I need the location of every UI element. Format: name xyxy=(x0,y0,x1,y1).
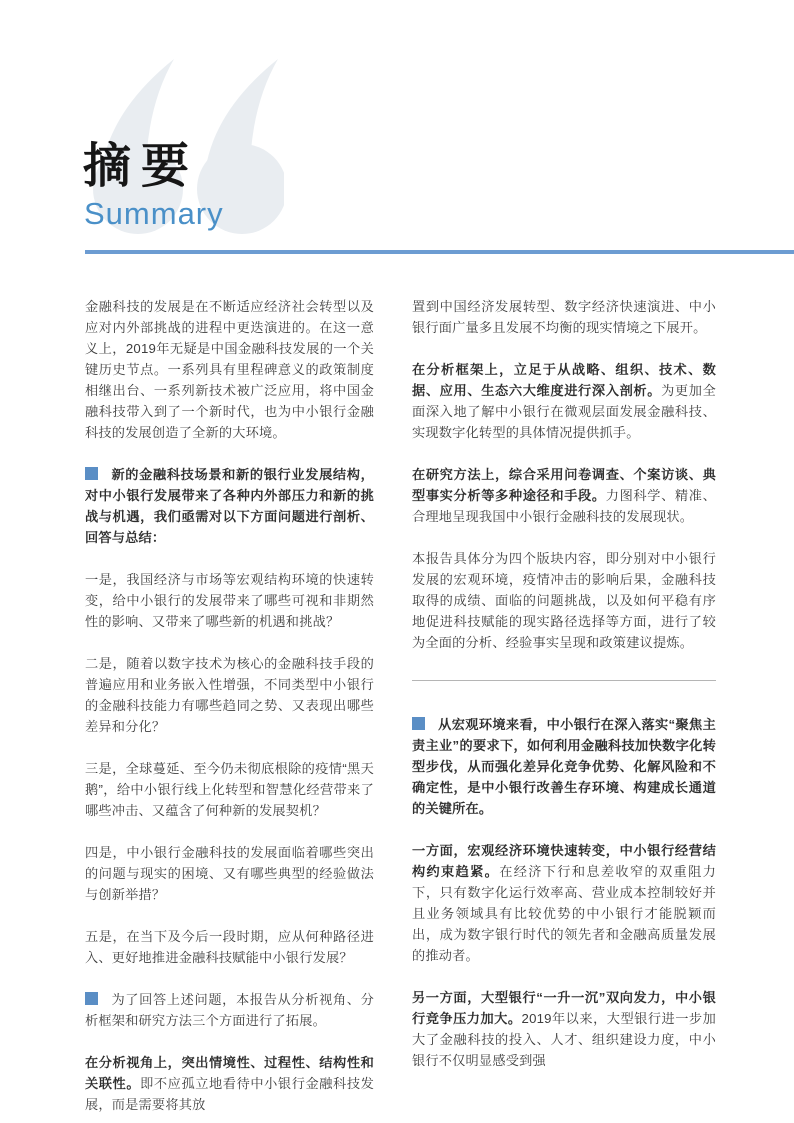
paragraph: 四是，中小银行金融科技的发展面临着哪些突出的问题与现实的困境、又有哪些典型的经验做法与创新举措？ xyxy=(85,845,374,902)
paragraph-lead-bold: 从宏观环境来看，中小银行在深入落实“聚焦主责主业”的要求下，如何利用金融科技加快数字化转型步伐，从而强化差异化竞争优势、化解风险和不确定性，是中小银行改善生存环境、构建成长通道的关键所在。 xyxy=(412,717,716,816)
paragraph: 一方面，宏观经济环境快速转变，中小银行经营结构约束趋紧。在经济下行和息差收窄的双重阻力下，只有数字化运行效率高、营业成本控制较好并且业务领域具有比较优势的中小银行才能脱颖而出，成为数字银行时代的领先者和金融高质量发展的推动者。 xyxy=(412,843,717,963)
paragraph xyxy=(85,464,374,548)
paragraph: 在分析框架上，立足于从战略、组织、技术、数据、应用、生态六大维度进行深入剖析。为更加全面深入地了解中小银行在微观层面发展金融科技、实现数字化转型的具体情况提供抓手。 xyxy=(412,362,716,440)
paragraph xyxy=(412,714,716,819)
paragraph: 置到中国经济发展转型、数字经济快速演进、中小银行面广量多且发展不均衡的现实情境之下展开。 xyxy=(412,299,716,335)
paragraph: 一是，我国经济与市场等宏观结构环境的快速转变，给中小银行的发展带来了哪些可视和非期然性的影响、又带来了哪些新的机遇和挑战？ xyxy=(85,572,374,629)
paragraph: 五是，在当下及今后一段时期，应从何种路径进入、更好地推进金融科技赋能中小银行发展？ xyxy=(85,929,374,965)
page-subtitle: Summary xyxy=(84,196,224,231)
blue-square-bullet-icon xyxy=(85,992,98,1005)
blue-square-bullet-icon xyxy=(412,717,425,730)
paragraph: 三是，全球蔓延、至今仍未彻底根除的疫情“黑天鹅”，给中小银行线上化转型和智慧化经营带来了哪些冲击、又蕴含了何种新的发展契机？ xyxy=(85,761,374,818)
paragraph-lead-bold: 在研究方法上，综合采用问卷调查、个案访谈、典型事实分析等多种途径和手段。 xyxy=(412,467,716,503)
paragraph: 在研究方法上，综合采用问卷调查、个案访谈、典型事实分析等多种途径和手段。力图科学、精准、合理地呈现我国中小银行金融科技的发展现状。 xyxy=(412,467,716,524)
right-column xyxy=(412,296,716,1123)
paragraph: 二是，随着以数字技术为核心的金融科技手段的普遍应用和业务嵌入性增强，不同类型中小银行的金融科技能力有哪些趋同之势、又表现出哪些差异和分化？ xyxy=(85,656,374,734)
paragraph: 为了回答上述问题，本报告从分析视角、分析框架和研究方法三个方面进行了拓展。 xyxy=(85,992,374,1028)
paragraph: 在分析视角上，突出情境性、过程性、结构性和关联性。即不应孤立地看待中小银行金融科技发展，而是需要将其放 xyxy=(85,1055,374,1112)
paragraph-lead-bold: 在分析视角上，突出情境性、过程性、结构性和关联性。 xyxy=(85,1055,374,1091)
left-column xyxy=(85,296,374,1123)
paragraph-lead-bold: 新的金融科技场景和新的银行业发展结构，对中小银行发展带来了各种内外部压力和新的挑战与机遇，我们亟需对以下方面问题进行剖析、回答与总结： xyxy=(85,467,374,545)
blue-square-bullet-icon xyxy=(85,467,98,480)
summary-content xyxy=(85,296,716,1123)
paragraph: 本报告具体分为四个版块内容，即分别对中小银行发展的宏观环境，疫情冲击的影响后果，金融科技取得的成绩、面临的问题挑战，以及如何平稳有序地促进科技赋能的现实路径选择等方面，进行了较为全面的分析、经验事实呈现和政策建议提炼。 xyxy=(412,551,716,650)
paragraph-lead-bold: 另一方面，大型银行“一升一沉”双向发力，中小银行竞争压力加大。 xyxy=(412,990,716,1026)
paragraph: 金融科技的发展是在不断适应经济社会转型以及应对内外部挑战的进程中更迭演进的。在这一意义上，2019年无疑是中国金融科技发展的一个关键历史节点。一系列具有里程碑意义的政策制度相继出台、一系列新技术被广泛应用，将中国金融科技带入到了一个新时代，也为中小银行金融科技的发展创造了全新的大环境。 xyxy=(85,299,374,440)
paragraph-lead-bold: 一方面，宏观经济环境快速转变，中小银行经营结构约束趋紧。 xyxy=(412,843,716,879)
page-title: 摘要 xyxy=(83,140,200,193)
paragraph: 另一方面，大型银行“一升一沉”双向发力，中小银行竞争压力加大。2019年以来，大型银行进一步加大了金融科技的投入、人才、组织建设力度，中小银行不仅明显感受到强 xyxy=(412,990,716,1068)
section-divider xyxy=(412,680,716,681)
paragraph-lead-bold: 在分析框架上，立足于从战略、组织、技术、数据、应用、生态六大维度进行深入剖析。 xyxy=(412,362,716,398)
header-rule xyxy=(85,250,794,254)
